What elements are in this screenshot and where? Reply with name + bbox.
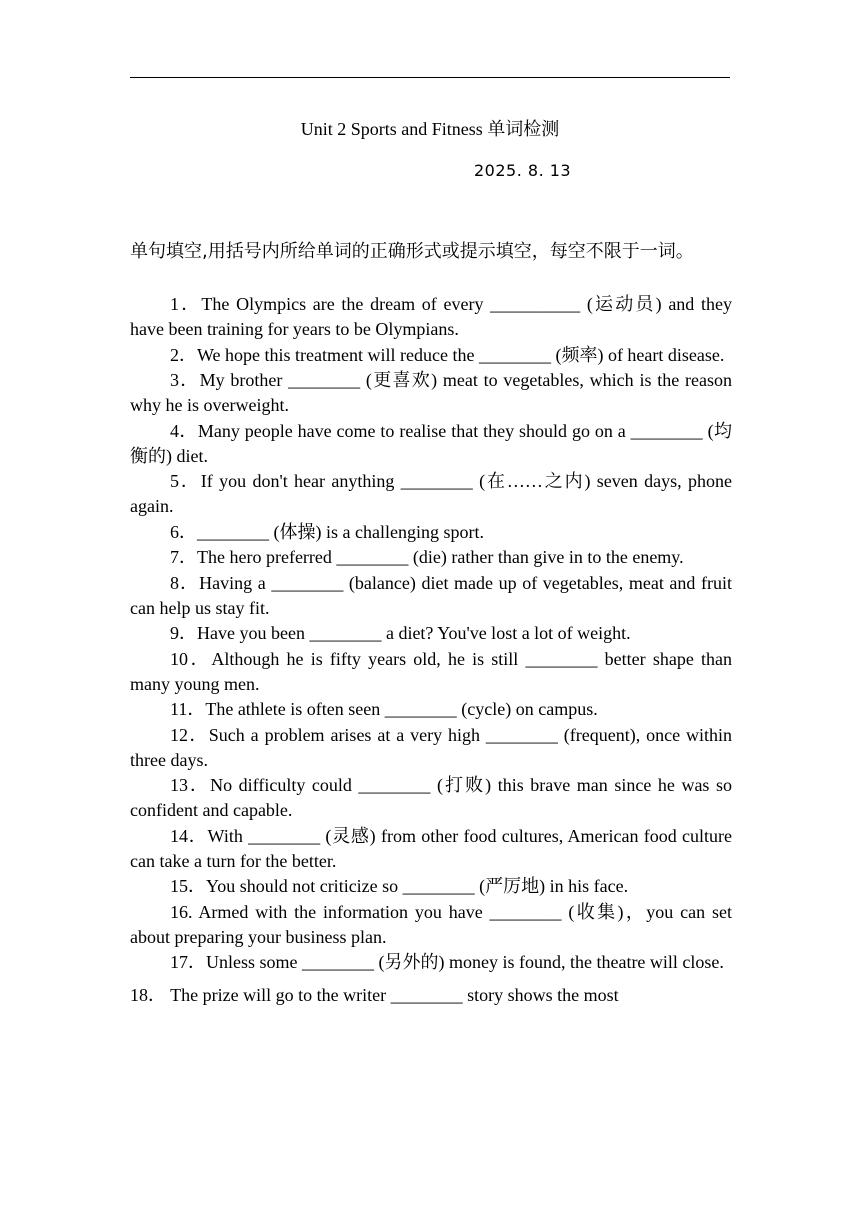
question-item: 7．The hero preferred ________ (die) rather than give in to the enemy. (170, 547, 684, 567)
question-item: 12．Such a problem arises at a very high ________ (frequent), once within three days. (130, 724, 732, 770)
question-item: 3．My brother ________ (更喜欢) meat to vegetables, which is the reason why he is overweight. (130, 370, 732, 415)
document-date: 2025. 8. 13 (474, 161, 572, 180)
document-title (0, 115, 860, 141)
question-item: 8．Having a ________ (balance) diet made up of vegetables, meat and fruit can help us stay fit. (130, 572, 732, 618)
question-item: 1．The Olympics are the dream of every __________ (运动员) and they have been training for years to be Olympians. (130, 294, 732, 339)
question-item: 5．If you don't hear anything ________ (在……之内) seven days, phone again. (130, 471, 732, 516)
question-item: 13．No difficulty could ________ (打败) this brave man since he was so confident and capable. (130, 775, 732, 820)
question-item: 11．The athlete is often seen ________ (cycle) on campus. (170, 699, 598, 719)
question-item: 2．We hope this treatment will reduce the ________ (频率) of heart disease. (170, 344, 725, 365)
header-rule (130, 77, 730, 78)
question-item: 4．Many people have come to realise that they should go on a ________ (均衡的) diet. (130, 420, 732, 466)
question-item: 9．Have you been ________ a diet? You've lost a lot of weight. (170, 623, 631, 643)
instructions: 单句填空,用括号内所给单词的正确形式或提示填空，每空不限于一词。 (130, 241, 694, 262)
question-list (130, 292, 732, 1009)
question-item-last: 18． The prize will go to the writer ________ story shows the most (130, 985, 619, 1005)
document-title-text: Unit 2 Sports and Fitness 单词检测 (300, 119, 560, 139)
question-item: 10．Although he is fifty years old, he is still ________ better shape than many young men. (130, 648, 732, 694)
question-item: 16. Armed with the information you have ________ (收集)，you can set about preparing your business plan. (130, 901, 732, 947)
question-item: 17．Unless some ________ (另外的) money is found, the theatre will close. (170, 952, 724, 972)
question-item: 14．With ________ (灵感) from other food cultures, American food culture can take a turn for the better. (130, 825, 732, 871)
question-item: 15．You should not criticize so ________ (严厉地) in his face. (170, 876, 629, 896)
question-item: 6．________ (体操) is a challenging sport. (170, 521, 484, 542)
